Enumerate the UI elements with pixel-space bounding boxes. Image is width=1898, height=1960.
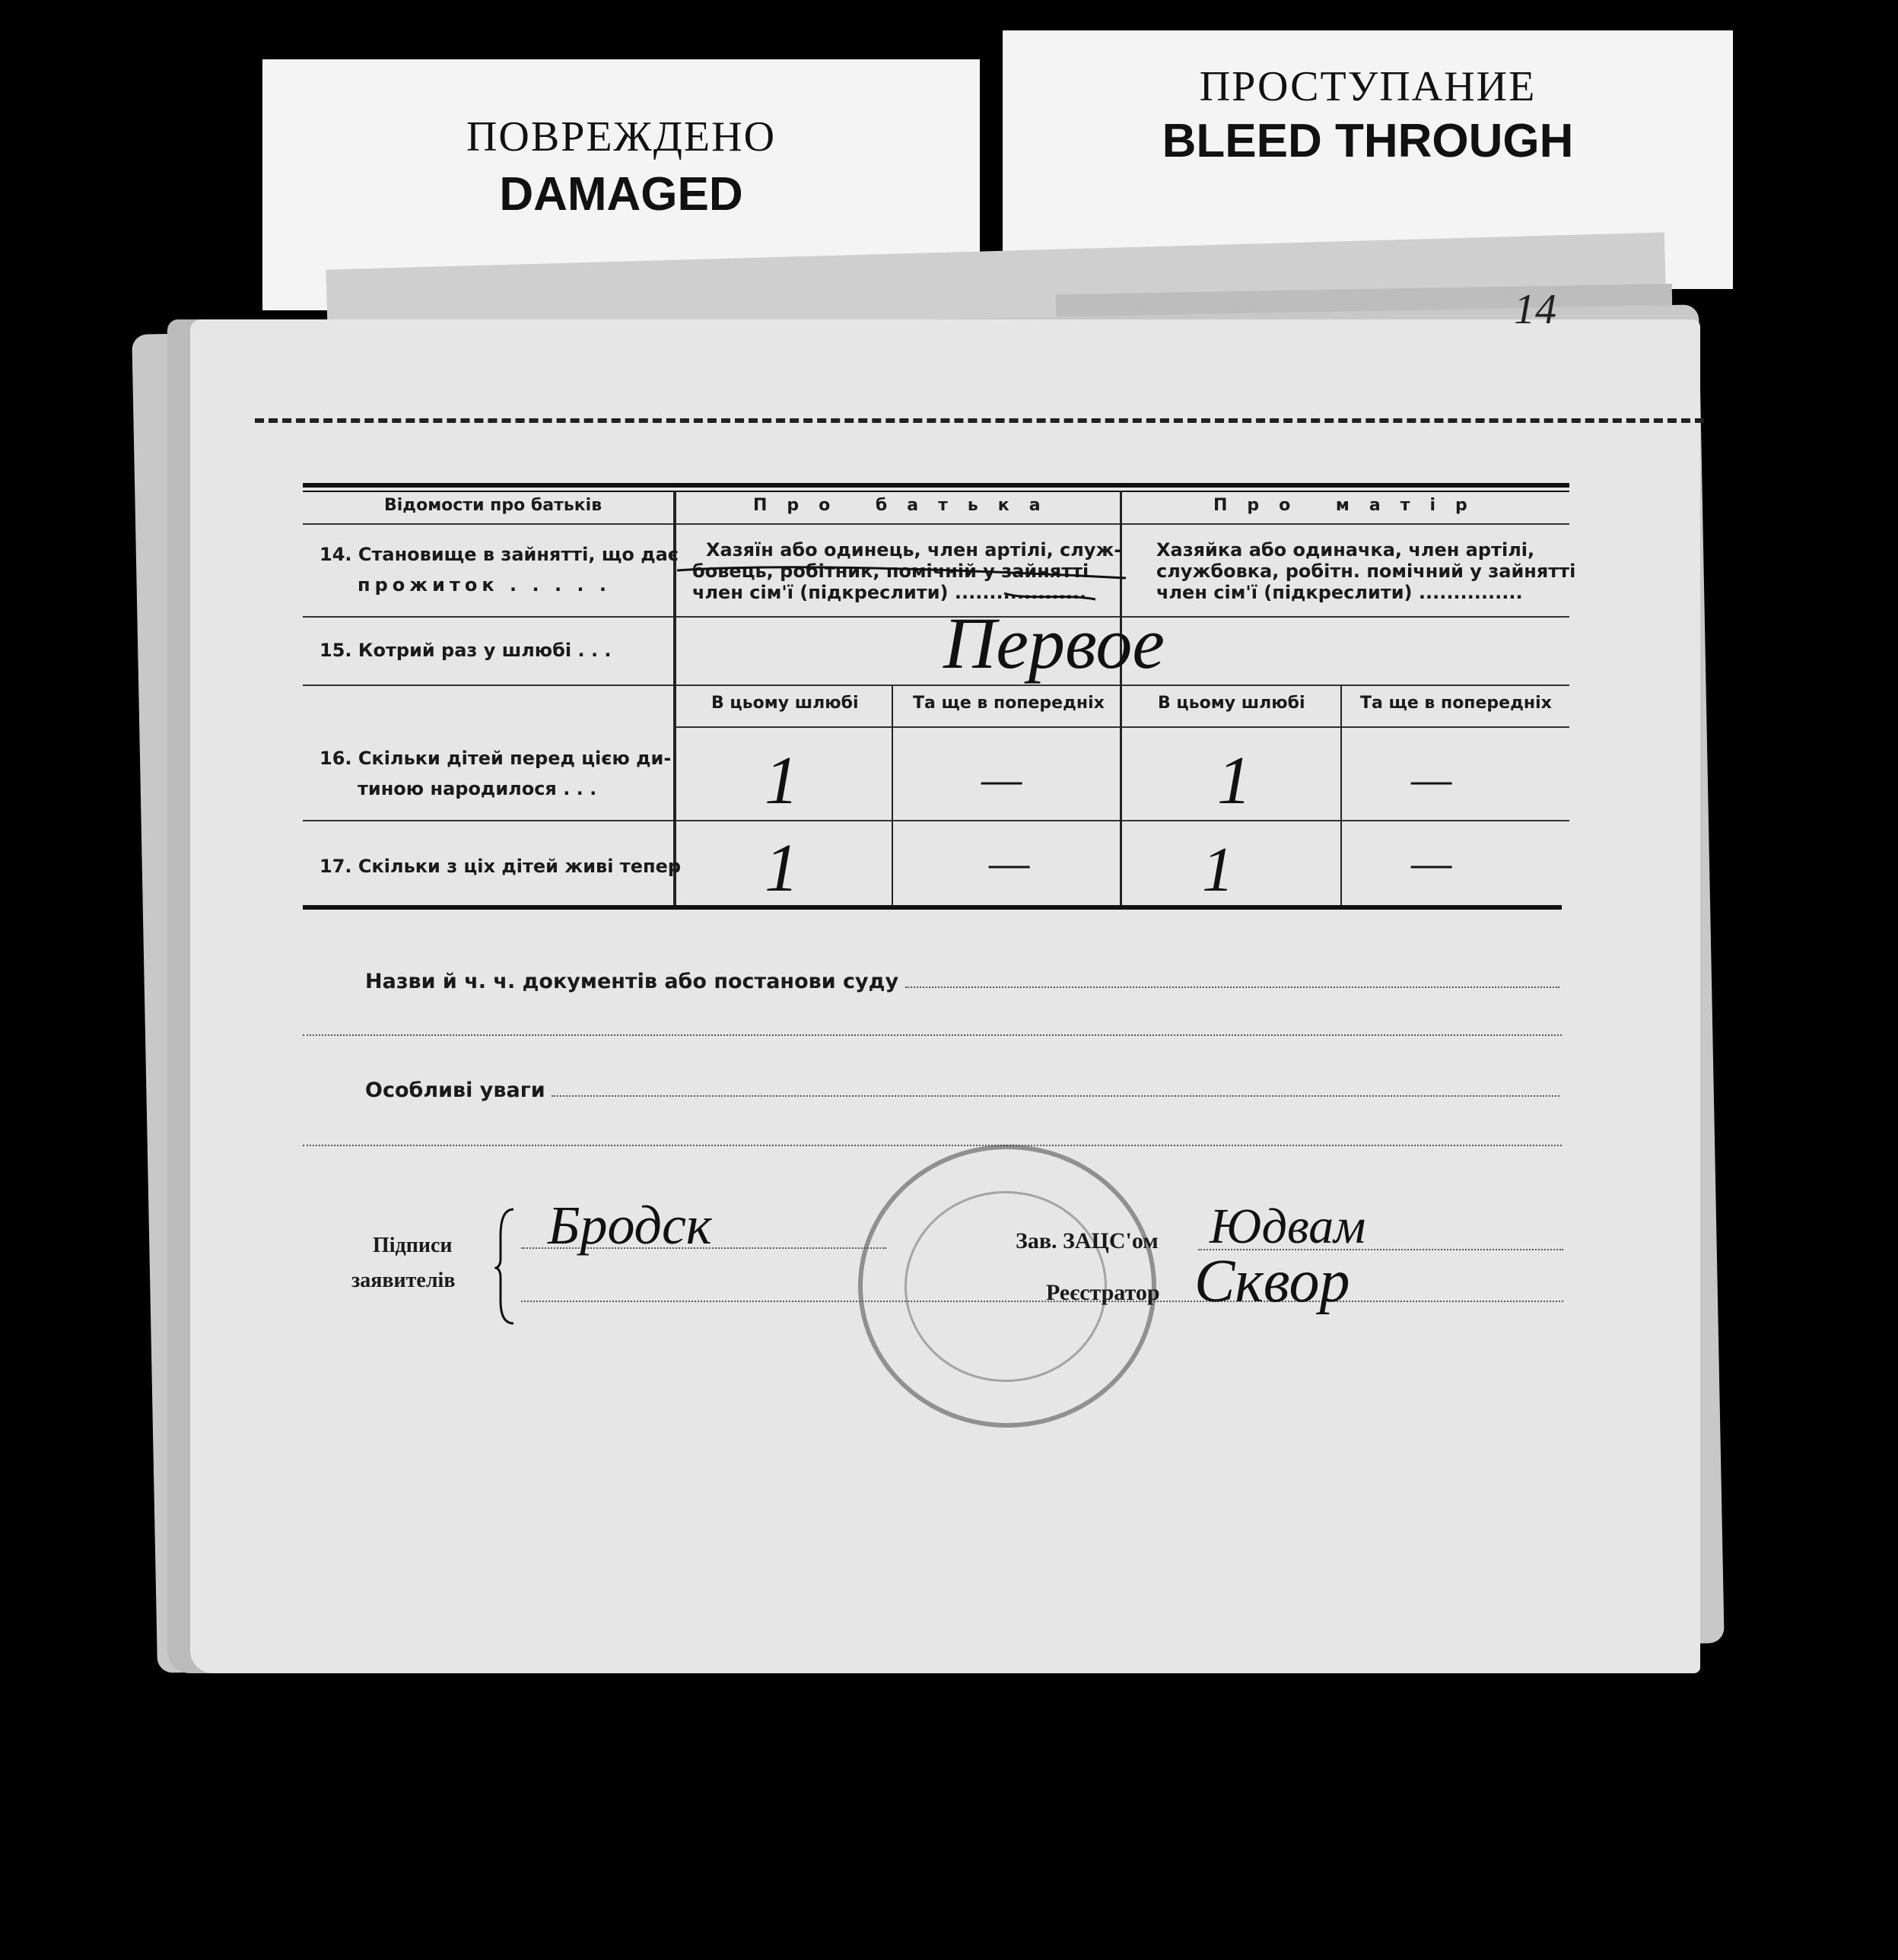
row15-divider — [303, 685, 1569, 686]
row17-label: 17. Скільки з ціх дітей живі тепер — [320, 856, 682, 877]
row15-label: 15. Котрий раз у шлюбі . . . — [320, 640, 612, 661]
damaged-tag-en: DAMAGED — [499, 168, 743, 221]
table-col-divider — [892, 685, 893, 905]
zags-head-label: Зав. ЗАЦС'ом — [1016, 1228, 1159, 1253]
row16-label: 16. Скільки дітей перед цією ди- — [320, 748, 672, 769]
row16-mother-this: 1 — [1217, 743, 1251, 818]
documents-line-2 — [303, 1034, 1562, 1036]
applicant-signature: Бродск — [548, 1195, 712, 1256]
subheader-this-marriage-father: В цьому шлюбі — [711, 694, 859, 713]
mother-header: Про матір — [1213, 496, 1487, 515]
row14-divider — [303, 616, 1569, 618]
row14-label-cont: прожиток . . . . . — [358, 574, 611, 596]
row17-father-prev: — — [989, 837, 1030, 888]
registrar-label: Реєстратор — [1046, 1280, 1160, 1305]
damaged-tag-ru: ПОВРЕЖДЕНО — [466, 113, 777, 160]
perforation-line — [255, 418, 1704, 423]
table-col-divider — [1340, 685, 1342, 905]
notes-line — [552, 1095, 1559, 1097]
row14-label: 14. Становище в зайнятті, що дає — [320, 544, 679, 565]
father-header: Про батька — [753, 496, 1060, 515]
row16-father-prev: — — [981, 754, 1022, 804]
applicant-signature-line-2 — [521, 1301, 1563, 1302]
signature-bracket — [494, 1206, 517, 1327]
notes-line-2 — [303, 1145, 1562, 1146]
table-top-rule-thin — [303, 491, 1569, 492]
bleed-tag-ru: ПРОСТУПАНИЕ — [1199, 63, 1537, 110]
documents-line — [905, 986, 1559, 988]
record-page — [190, 319, 1700, 1673]
documents-label: Назви й ч. ч. документів або постанови суду — [365, 970, 899, 993]
zags-head-signature: Юдвам — [1210, 1199, 1366, 1254]
row14-father-options: член сім'ї (підкреслити) ................... — [692, 582, 1087, 603]
bleed-tag-en: BLEED THROUGH — [1162, 115, 1574, 167]
row17-father-this: 1 — [765, 831, 799, 906]
row16-mother-prev: — — [1411, 754, 1452, 804]
row14-underline-mark — [669, 548, 1126, 608]
row14-mother-options: Хазяйка або одиначка, член артілі, — [1156, 539, 1535, 561]
subheader-previous-mother: Та ще в попередніх — [1360, 694, 1552, 713]
signatures-label-cont: заявителів — [351, 1269, 456, 1292]
table-col-header: Відомости про батьків — [384, 496, 602, 515]
table-top-rule — [303, 483, 1569, 488]
page-number: 14 — [1514, 286, 1556, 333]
subheader-previous-father: Та ще в попередніх — [913, 694, 1105, 713]
row14-mother-options: службовка, робітн. помічний у зайнятті — [1156, 561, 1576, 582]
row14-mother-options: член сім'ї (підкреслити) ............... — [1156, 582, 1523, 603]
subheader-divider — [676, 726, 1569, 728]
table-bottom-rule — [303, 905, 1562, 910]
table-header-divider — [303, 523, 1569, 525]
row14-father-options: бовець, робітник, помічній у зайнятті — [692, 561, 1089, 582]
row16-father-this: 1 — [765, 743, 799, 818]
row16-label-cont: тиною народилося . . . — [358, 778, 597, 799]
registrar-signature: Сквор — [1194, 1248, 1350, 1315]
row15-value: Первое — [943, 602, 1165, 684]
row17-mother-prev: — — [1411, 837, 1452, 888]
row14-father-options: Хазяїн або одинець, член артілі, служ- — [706, 539, 1122, 561]
subheader-this-marriage-mother: В цьому шлюбі — [1158, 694, 1305, 713]
row16-divider — [303, 820, 1569, 821]
row17-mother-this: 1 — [1202, 834, 1234, 905]
notes-label: Особливі уваги — [365, 1078, 545, 1102]
signatures-label: Підписи — [373, 1234, 453, 1257]
